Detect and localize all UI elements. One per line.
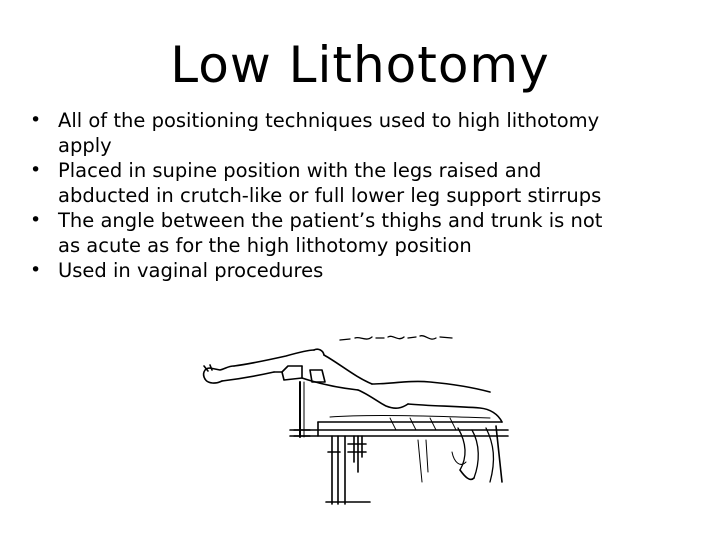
bullet-item (30, 208, 620, 258)
bullet-text: All of the positioning techniques used to high lithotomy apply (58, 109, 600, 157)
bullet-marker: • (30, 259, 42, 281)
bullet-text: The angle between the patient’s thighs and trunk is not as acute as for the high lithotomy position (58, 209, 603, 257)
slide-title: Low Lithotomy (170, 36, 550, 94)
bullet-marker: • (30, 109, 42, 131)
bullet-text: Placed in supine position with the legs raised and abducted in crutch-like or full lower leg support stirrups (58, 159, 602, 207)
low-lithotomy-patient-illustration (190, 322, 520, 507)
bullet-item (30, 108, 620, 158)
bullet-list (30, 108, 620, 283)
bullet-item (30, 258, 620, 283)
bullet-text: Used in vaginal procedures (58, 259, 324, 282)
bullet-item (30, 158, 620, 208)
patient-on-table-drawing (190, 322, 520, 507)
bullet-marker: • (30, 159, 42, 181)
bullet-marker: • (30, 209, 42, 231)
